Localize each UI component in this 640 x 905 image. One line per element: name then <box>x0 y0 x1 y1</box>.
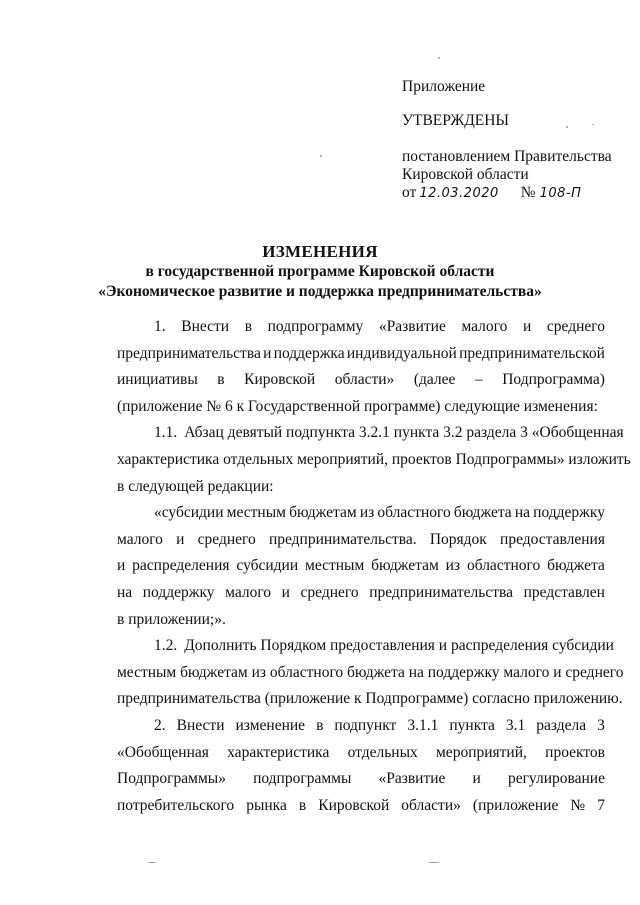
body-text <box>117 314 631 819</box>
text-word: субсидии <box>236 557 299 575</box>
text-word: и <box>522 318 532 335</box>
text-line <box>117 500 605 527</box>
title-main: ИЗМЕНЕНИЯ <box>262 242 378 261</box>
text-word: области» <box>334 371 395 389</box>
text-word: 1. <box>154 318 166 335</box>
text-word: местным <box>305 557 365 575</box>
text-word: проектов <box>545 743 605 761</box>
approved-label: УТВЕРЖДЕНЫ <box>402 112 509 129</box>
text-word: Дополнить Порядком предоставления и распределения субсидии <box>184 637 614 655</box>
text-word: предпринимательства <box>369 583 514 601</box>
text-word: Подпрограмма) <box>502 371 605 389</box>
text-word: подпрограмму <box>267 318 364 335</box>
text-word: регулирование <box>507 770 605 788</box>
text-word: и <box>117 557 126 575</box>
text-word: представлен <box>523 583 605 601</box>
text-word: подпункт <box>334 716 397 734</box>
text-line <box>117 420 624 447</box>
text-word: 3.1 <box>505 716 526 734</box>
text-word: бюджетам <box>371 557 439 575</box>
text-word: 1.2. <box>154 637 178 655</box>
text-word: (приложение <box>472 796 559 814</box>
text-word: и <box>472 770 481 788</box>
text-word: индивидуальной <box>346 344 457 362</box>
text-word: распределения <box>132 557 230 575</box>
text-word: и <box>263 344 272 362</box>
paragraph-1-1 <box>117 420 631 500</box>
text-line <box>117 527 605 554</box>
scan-speck <box>320 155 322 157</box>
decree-line-1: постановлением Правительства <box>402 148 612 165</box>
paragraph-1 <box>117 314 605 420</box>
text-word: потребительского <box>117 796 235 814</box>
text-word: раздела <box>536 716 587 734</box>
text-word: предпринимательства. <box>268 530 417 548</box>
text-word: рынка <box>246 796 287 814</box>
decree-number: 108-П <box>539 186 582 201</box>
text-word: «Обобщенная <box>117 743 209 761</box>
text-word: 3 <box>597 716 605 734</box>
text-word: из <box>359 504 375 522</box>
text-word: бюджетам <box>289 504 357 522</box>
text-word: поддержку <box>142 583 215 601</box>
text-line <box>117 341 605 368</box>
text-word: мероприятий, <box>436 743 527 761</box>
scan-speck <box>428 862 440 863</box>
scan-speck <box>592 124 594 125</box>
text-word: среднего <box>546 318 605 335</box>
text-line <box>117 766 605 793</box>
text-word: из <box>445 557 461 575</box>
text-line <box>117 553 605 580</box>
text-word: предпринимательства <box>117 344 261 362</box>
text-word: в <box>217 371 225 389</box>
text-word: местным <box>226 504 286 522</box>
text-line <box>117 633 614 660</box>
title-line-2: в государственной программе Кировской области <box>145 263 495 280</box>
text-word: Кировской <box>244 371 316 389</box>
text-word: областного <box>377 504 451 522</box>
text-line <box>117 607 605 634</box>
text-word: отдельных <box>347 743 418 761</box>
paragraph-quote <box>117 500 605 633</box>
text-word: и <box>176 530 185 548</box>
date-prefix: от <box>402 184 417 201</box>
paragraph-1-2 <box>117 633 624 713</box>
text-word: бюджета <box>547 557 605 575</box>
scan-speck <box>148 862 156 863</box>
text-word: пункта <box>449 716 495 734</box>
text-word: Абзац девятый подпункта 3.2.1 пункта 3.2 раздела 3 «Обобщенная <box>184 424 624 442</box>
text-word: предпринимательской <box>459 344 605 362</box>
text-word: местным бюджетам из областного бюджета на поддержку малого и среднего <box>117 663 624 681</box>
text-word: предпринимательства (приложение к Подпрограмме) согласно приложению. <box>117 690 623 708</box>
text-word: в <box>244 318 253 335</box>
text-word: подпрограммы <box>253 770 352 788</box>
text-word: 1.1. <box>154 424 178 442</box>
text-line <box>117 394 605 421</box>
text-word: среднего <box>300 583 359 601</box>
decree-date: 12.03.2020 <box>419 186 499 201</box>
text-word: характеристика отдельных мероприятий, проектов Подпрограммы» изложить <box>117 450 631 468</box>
text-word: 2. <box>154 716 166 734</box>
text-word: бюджета <box>453 504 512 522</box>
text-word: предоставления <box>500 530 605 548</box>
text-word: малого <box>461 318 508 335</box>
text-word: Порядок <box>429 530 487 548</box>
scan-speck <box>566 126 568 128</box>
text-word: области» <box>401 796 461 814</box>
paragraph-2 <box>117 713 605 819</box>
text-line <box>117 660 624 687</box>
text-word: Внести <box>176 716 225 734</box>
text-word: «Развитие <box>378 318 446 335</box>
text-word: Кировской <box>318 796 390 814</box>
text-word: малого <box>225 583 272 601</box>
text-line <box>117 713 605 740</box>
scan-speck <box>438 57 440 59</box>
text-word: в <box>316 716 324 734</box>
text-line <box>117 314 605 341</box>
text-word: инициативы <box>117 371 198 389</box>
text-line <box>117 686 623 713</box>
text-word: (далее <box>413 371 456 389</box>
text-word: (приложение № 6 к Государственной программе) следующие изменения: <box>117 397 598 415</box>
text-word: «Развитие <box>378 770 446 788</box>
text-word: в следующей редакции: <box>117 477 274 495</box>
text-line <box>117 580 605 607</box>
text-word: № <box>570 796 586 814</box>
text-word: Подпрограммы» <box>117 770 226 788</box>
text-line <box>117 793 605 820</box>
text-word: Внести <box>181 318 230 335</box>
text-word: в приложении;». <box>117 610 226 628</box>
document-title <box>0 242 640 302</box>
text-line <box>117 474 605 501</box>
decree-line-2: Кировской области <box>402 166 529 183</box>
text-line <box>117 367 605 394</box>
text-word: в <box>298 796 307 814</box>
decree-date-number-line <box>402 184 581 203</box>
text-line <box>117 447 631 474</box>
text-word: 7 <box>597 796 605 814</box>
text-word: – <box>474 371 483 389</box>
text-word: на <box>514 504 531 522</box>
text-word: поддержка <box>273 344 345 362</box>
text-line <box>117 740 605 767</box>
title-line-3: «Экономическое развитие и поддержка предпринимательства» <box>98 283 542 300</box>
text-word: и <box>281 583 290 601</box>
text-word: среднего <box>197 530 256 548</box>
text-word: «субсидии <box>154 504 224 522</box>
text-word: на <box>117 583 133 601</box>
text-word: поддержку <box>533 504 605 522</box>
text-word: областного <box>466 557 541 575</box>
text-word: малого <box>117 530 163 548</box>
text-word: изменение <box>235 716 306 734</box>
appendix-label: Приложение <box>402 78 486 95</box>
text-word: 3.1.1 <box>407 716 439 734</box>
text-word: характеристика <box>227 743 330 761</box>
number-sign: № <box>520 184 536 201</box>
